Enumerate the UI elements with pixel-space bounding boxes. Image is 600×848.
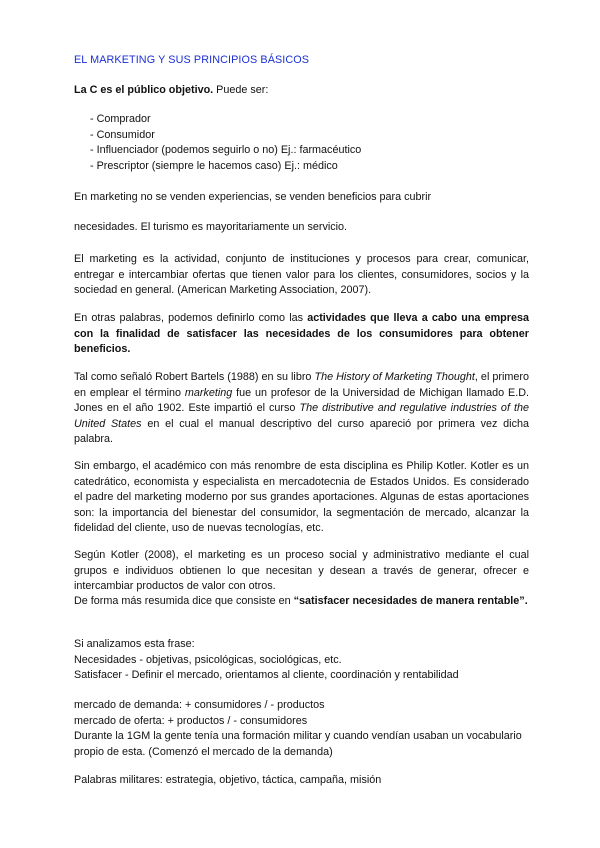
intro-line [74,83,529,99]
bartels-book-title: The History of Marketing Thought [314,371,475,383]
analysis-line: Necesidades - objetivas, psicológicas, sociológicas, etc. [74,653,342,666]
analysis-line: Si analizamos esta frase: [74,638,195,650]
list-item: - Prescriptor (siempre le hacemos caso) Ej.: médico [90,159,338,172]
bartels-text-4: en el cual el manual descriptivo del curso apareció por primera vez dicha palabra. [74,417,529,446]
document-title: EL MARKETING Y SUS PRINCIPIOS BÁSICOS [74,54,310,66]
kotler-2008-paragraph: Según Kotler (2008), el marketing es un proceso social y administrativo mediante el cual grupos e individuos obtienen lo que necesitan y desean a través de generar, ofrecer e intercambiar productos de valor con otros. [74,549,529,593]
benefits-line-1: En marketing no se venden experiencias, se venden beneficios para cubrir [74,191,432,203]
bartels-paragraph [74,370,529,448]
market-line: Durante la 1GM la gente tenía una formación militar y cuando vendían usaban un vocabulario propio de esta. (Comenzó el mercado de la demanda) [74,730,522,758]
bartels-text-2: , el primero en emplear el término [74,371,529,399]
summary-paragraph [74,594,529,610]
intro-bold: La C es el público objetivo. [74,84,214,96]
analysis-block [74,637,529,684]
list-item: - Influenciador (podemos seguirlo o no) Ej.: farmacéutico [90,144,362,157]
ama-definition: El marketing es la actividad, conjunto de instituciones y procesos para crear, comunicar, entregar e intercambiar ofertas que tienen valor para los clientes, consumidores, socios y la sociedad en general. (American Marketing Association, 2007). [74,253,529,297]
other-words-paragraph [74,311,529,358]
market-line: mercado de demanda: + consumidores / - productos [74,699,325,711]
summary-quote: “satisfacer necesidades de manera rentable”. [293,595,528,607]
military-words: Palabras militares: estrategia, objetivo, táctica, campaña, misión [74,774,382,786]
other-words-text: En otras palabras, podemos definirlo como las [74,312,308,324]
audience-list [74,112,529,174]
bartels-text-1: Tal como señaló Robert Bartels (1988) en su libro [74,371,315,383]
list-item: - Comprador [90,113,151,125]
analysis-line: Satisfacer - Definir el mercado, orientamos al cliente, coordinación y rentabilidad [74,669,459,682]
bartels-text-3: fue un profesor de la Universidad de Michigan llamado E.D. Jones en el año 1902. Este impartió el curso [74,386,530,415]
market-block [74,698,529,760]
bartels-term: marketing [184,386,233,399]
benefits-line-2: necesidades. El turismo es mayoritariamente un servicio. [74,221,348,233]
bartels-course-title: The distributive and regulative industries of the United States [74,402,529,430]
intro-rest: Puede ser: [213,84,269,96]
market-line: mercado de oferta: + productos / - consumidores [74,714,308,727]
summary-text: De forma más resumida dice que consiste en [74,595,294,607]
list-item: - Consumidor [90,128,155,141]
kotler-paragraph: Sin embargo, el académico con más renombre de esta disciplina es Philip Kotler. Kotler es un catedrático, economista y especialista en mercadotecnia de Estados Unidos. Es considerado el padre del marketing moderno por sus grandes aportaciones. Algunas de estas aportaciones son: la importancia del bienestar del consumidor, la segmentación de mercado, alcanzar la fidelidad del cliente, uso de nuevas tecnologías, etc. [74,460,529,535]
other-words-bold: actividades que lleva a cabo una empresa con la finalidad de satisfacer las necesidades de los consumidores para obtener beneficios. [74,312,529,356]
